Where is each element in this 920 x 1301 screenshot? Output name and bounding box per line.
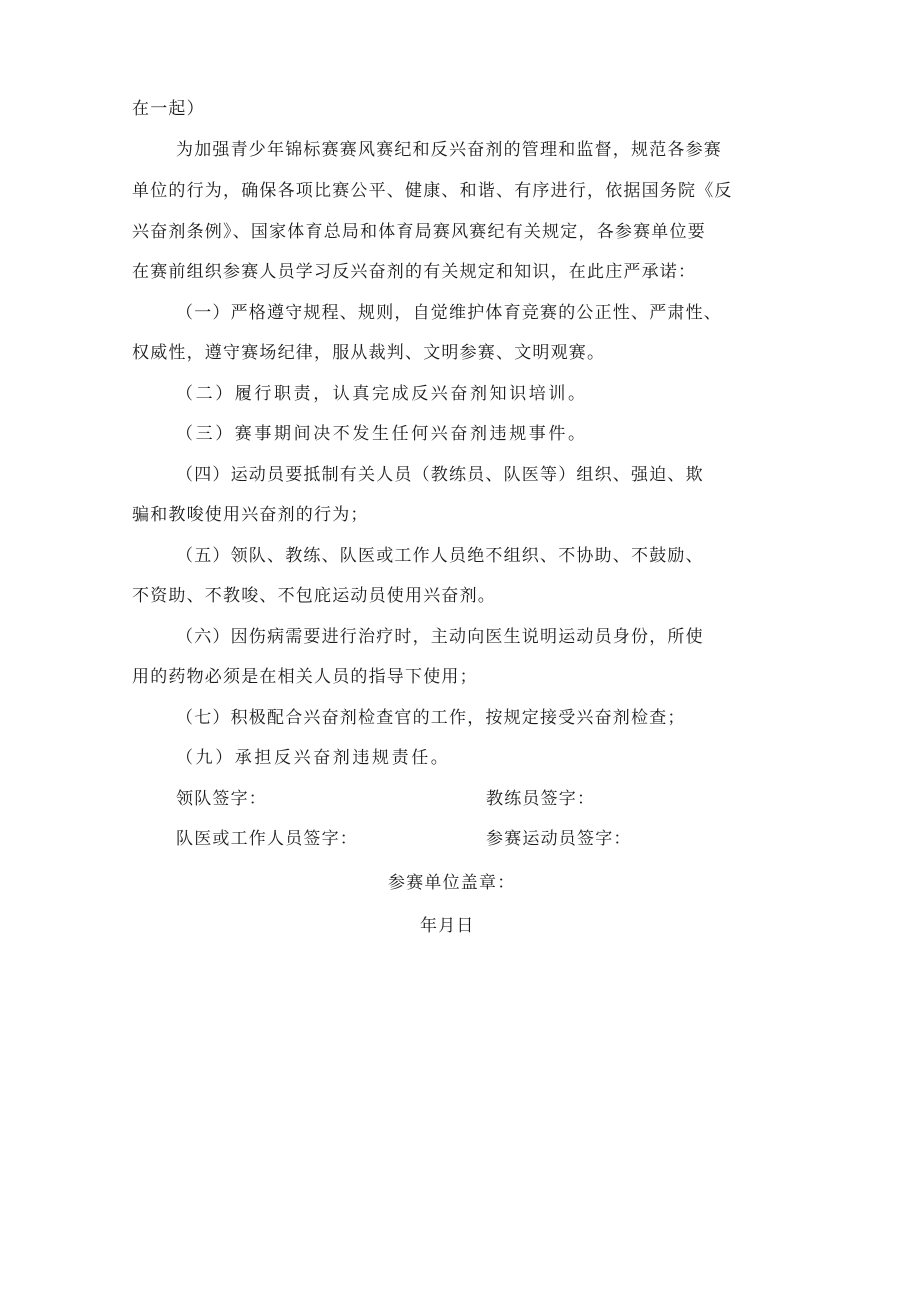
text-line-14: （六）因伤病需要进行治疗时，主动向医生说明运动员身份，所使: [176, 627, 704, 647]
text-line-17: （九）承担反兴奋剂违规责任。: [176, 748, 451, 768]
text-line-10: （四）运动员要抵制有关人员（教练员、队医等）组织、强迫、欺: [176, 465, 704, 485]
leader-signature-label: 领队签字：: [176, 789, 267, 809]
text-line-5: 在赛前组织参赛人员学习反兴奋剂的有关规定和知识，在此庄严承诺：: [132, 262, 697, 282]
text-line-16: （七）积极配合兴奋剂检查官的工作，按规定接受兴奋剂检查；: [176, 708, 686, 728]
text-line-2: 为加强青少年锦标赛赛风赛纪和反兴奋剂的管理和监督，规范各参赛: [176, 140, 722, 160]
seal-label: 参赛单位盖章：: [388, 873, 516, 893]
athlete-signature-label: 参赛运动员签字：: [486, 829, 632, 849]
doctor-staff-signature-label: 队医或工作人员签字：: [176, 829, 358, 849]
text-line-7: 权威性，遵守赛场纪律，服从裁判、文明参赛、文明观赛。: [132, 343, 606, 363]
text-line-8: （二）履行职责，认真完成反兴奋剂知识培训。: [176, 384, 588, 404]
date-label: 年月日: [420, 916, 475, 936]
text-line-12: （五）领队、教练、队医或工作人员绝不组织、不协助、不鼓励、: [176, 546, 704, 566]
text-line-1: 在一起）: [132, 99, 205, 119]
text-line-13: 不资助、不教唆、不包庇运动员使用兴奋剂。: [132, 586, 496, 606]
text-line-11: 骗和教唆使用兴奋剂的行为；: [132, 505, 369, 525]
text-line-15: 用的药物必须是在相关人员的指导下使用；: [132, 667, 478, 687]
text-line-4: 兴奋剂条例》、国家体育总局和体育局赛风赛纪有关规定，各参赛单位要: [132, 222, 706, 242]
text-line-3: 单位的行为，确保各项比赛公平、健康、和谐、有序进行，依据国务院《反: [132, 181, 733, 201]
coach-signature-label: 教练员签字：: [486, 789, 596, 809]
text-line-9: （三）赛事期间决不发生任何兴奋剂违规事件。: [176, 424, 588, 444]
text-line-6: （一）严格遵守规程、规则，自觉维护体育竞赛的公正性、严肃性、: [176, 303, 722, 323]
